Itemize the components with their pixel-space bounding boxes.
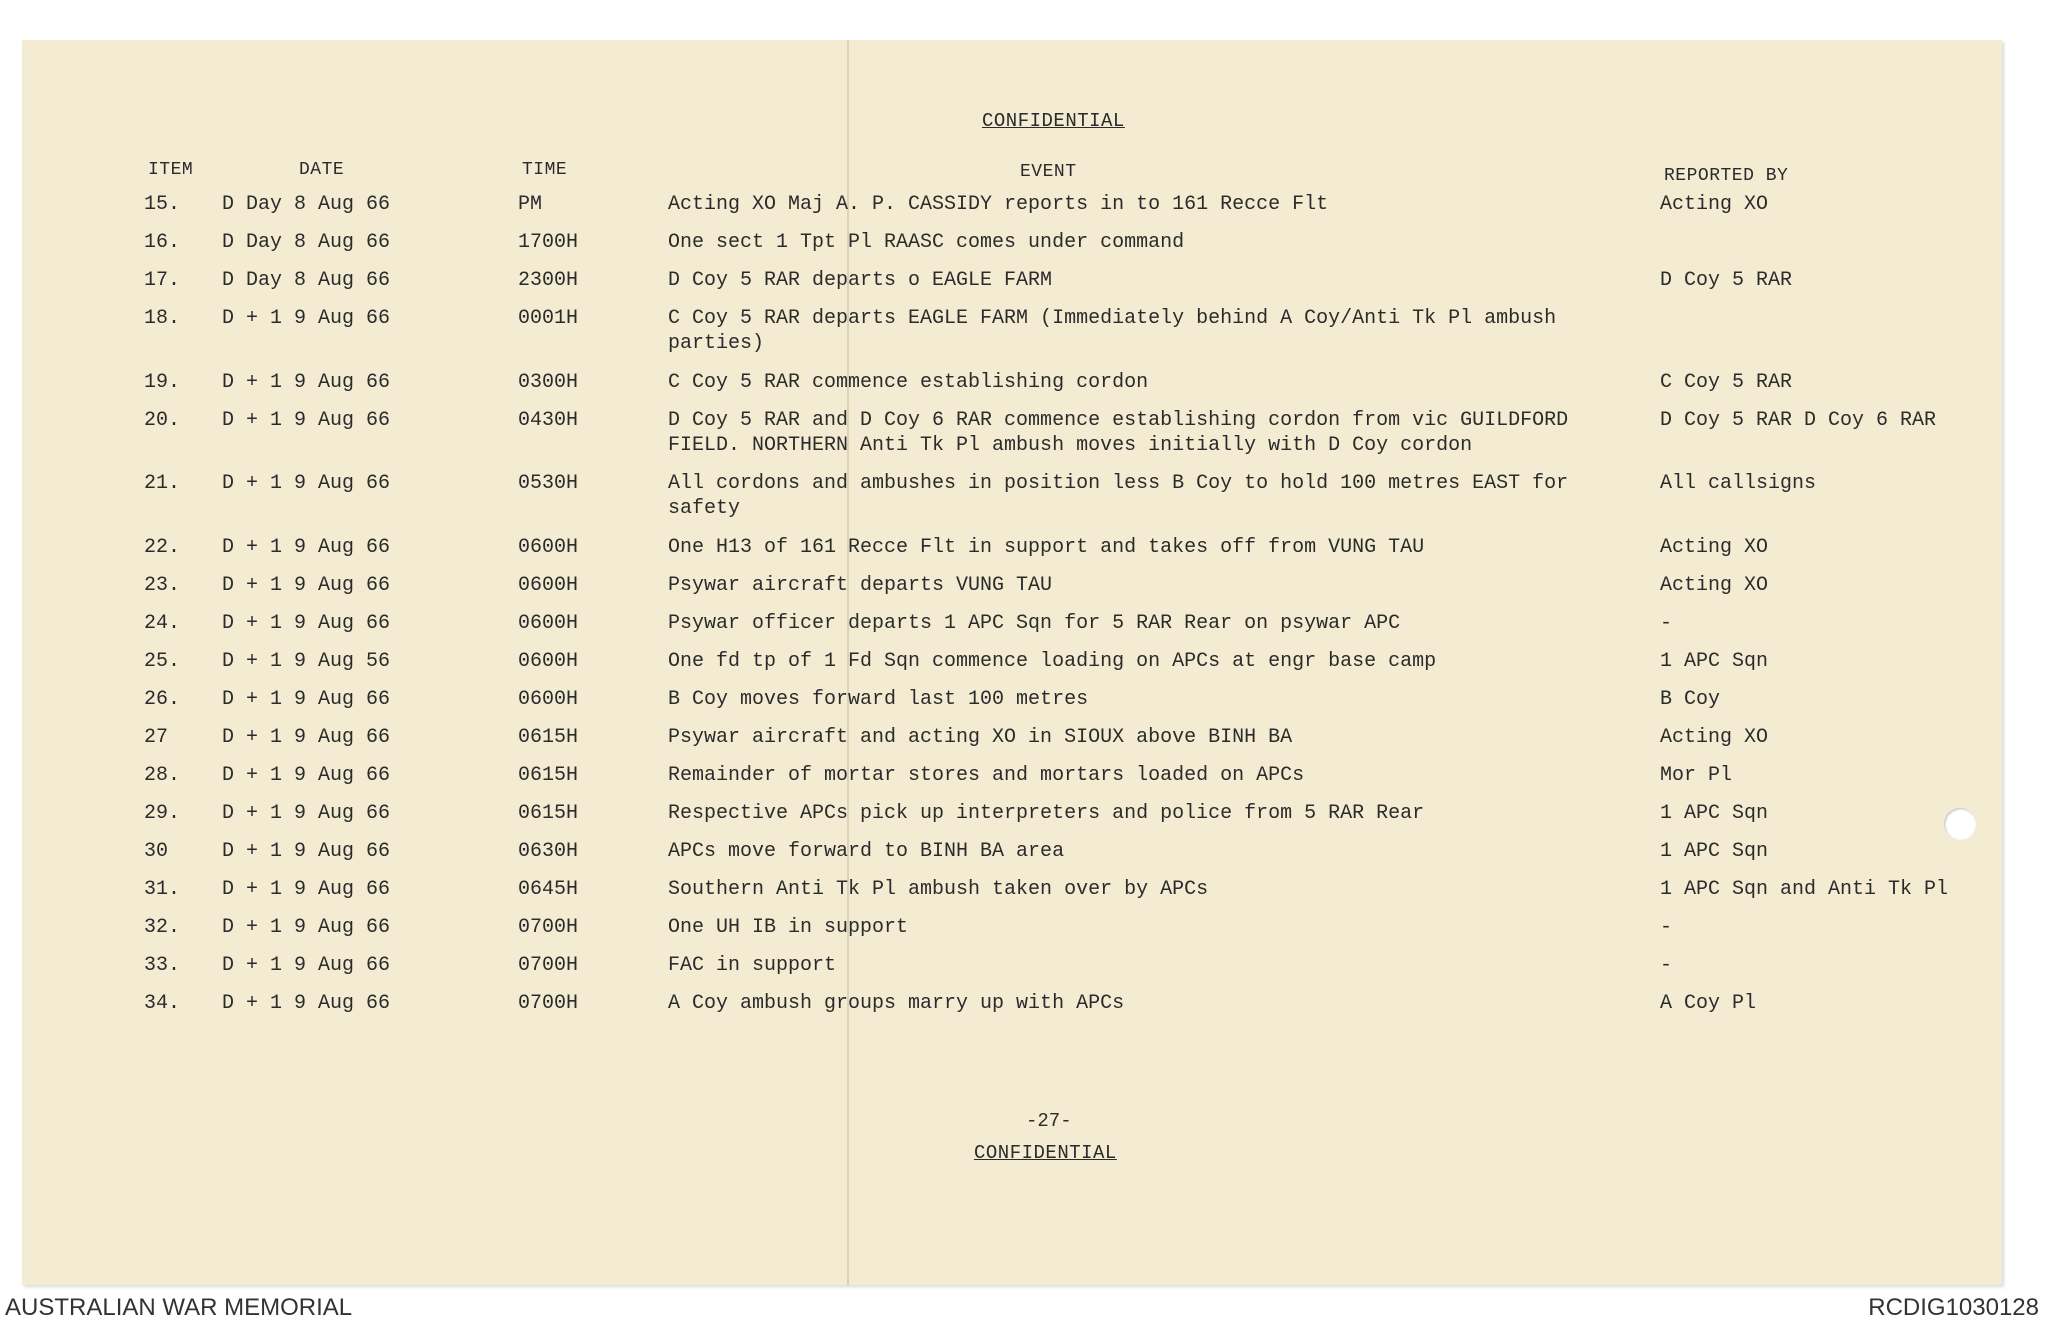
row-event: One UH IB in support	[668, 916, 909, 939]
table-row	[22, 471, 2002, 531]
row-reported-by: -	[1660, 954, 1673, 977]
table-row	[22, 991, 2002, 1051]
row-date: D + 1 9 Aug 66	[222, 409, 391, 432]
row-reported-by: D Coy 5 RAR	[1660, 269, 1793, 292]
row-reported-by: A Coy Pl	[1660, 992, 1757, 1015]
row-date: D + 1 9 Aug 66	[222, 954, 391, 977]
row-event: C Coy 5 RAR departs EAGLE FARM (Immediately behind A Coy/Anti Tk Pl ambush parties)	[668, 307, 1557, 355]
column-header-time: TIME	[522, 160, 568, 180]
row-date: D + 1 9 Aug 66	[222, 726, 391, 749]
row-date: D + 1 9 Aug 66	[222, 307, 391, 330]
row-reported-by: 1 APC Sqn	[1660, 802, 1769, 825]
row-reported-by: 1 APC Sqn	[1660, 650, 1769, 673]
row-event: D Coy 5 RAR departs o EAGLE FARM	[668, 269, 1053, 292]
row-reported-by: Acting XO	[1660, 536, 1769, 559]
row-date: D + 1 9 Aug 66	[222, 840, 391, 863]
table-row	[22, 306, 2002, 366]
row-time: 0600H	[518, 574, 579, 597]
row-event: Southern Anti Tk Pl ambush taken over by APCs	[668, 878, 1209, 901]
column-header-reported-by: REPORTED BY	[1664, 166, 1789, 186]
footer-archive-name: AUSTRALIAN WAR MEMORIAL	[5, 1294, 353, 1321]
row-event: One fd tp of 1 Fd Sqn commence loading on APCs at engr base camp	[668, 650, 1437, 673]
row-item: 17.	[144, 269, 181, 292]
document-page	[22, 40, 2002, 1285]
row-time: 0615H	[518, 726, 579, 749]
row-date: D + 1 9 Aug 56	[222, 650, 391, 673]
row-date: D Day 8 Aug 66	[222, 193, 391, 216]
row-time: 2300H	[518, 269, 579, 292]
row-reported-by: 1 APC Sqn	[1660, 840, 1769, 863]
row-reported-by: Mor Pl	[1660, 764, 1733, 787]
column-header-date: DATE	[299, 160, 345, 180]
row-time: 0645H	[518, 878, 579, 901]
row-item: 30	[144, 840, 169, 863]
row-item: 18.	[144, 307, 181, 330]
row-reported-by: -	[1660, 916, 1673, 939]
row-item: 24.	[144, 612, 181, 635]
row-item: 32.	[144, 916, 181, 939]
row-reported-by: C Coy 5 RAR	[1660, 371, 1793, 394]
row-event: All cordons and ambushes in position less B Coy to hold 100 metres EAST for safety	[668, 472, 1569, 520]
row-item: 23.	[144, 574, 181, 597]
row-time: 0600H	[518, 612, 579, 635]
row-item: 28.	[144, 764, 181, 787]
row-item: 33.	[144, 954, 181, 977]
row-date: D + 1 9 Aug 66	[222, 612, 391, 635]
row-time: PM	[518, 193, 543, 216]
row-event: FAC in support	[668, 954, 837, 977]
row-item: 31.	[144, 878, 181, 901]
row-time: 1700H	[518, 231, 579, 254]
row-date: D + 1 9 Aug 66	[222, 574, 391, 597]
row-time: 0700H	[518, 992, 579, 1015]
row-time: 0001H	[518, 307, 579, 330]
row-date: D + 1 9 Aug 66	[222, 688, 391, 711]
row-event: Respective APCs pick up interpreters and police from 5 RAR Rear	[668, 802, 1425, 825]
row-time: 0700H	[518, 954, 579, 977]
row-item: 19.	[144, 371, 181, 394]
row-date: D + 1 9 Aug 66	[222, 992, 391, 1015]
row-item: 20.	[144, 409, 181, 432]
row-reported-by: Acting XO	[1660, 574, 1769, 597]
row-event: C Coy 5 RAR commence establishing cordon	[668, 371, 1149, 394]
row-reported-by: Acting XO	[1660, 193, 1769, 216]
row-item: 22.	[144, 536, 181, 559]
row-date: D + 1 9 Aug 66	[222, 916, 391, 939]
row-reported-by: Acting XO	[1660, 726, 1769, 749]
row-item: 21.	[144, 472, 181, 495]
row-item: 29.	[144, 802, 181, 825]
row-reported-by: D Coy 5 RAR D Coy 6 RAR	[1660, 409, 1937, 432]
row-reported-by: -	[1660, 612, 1673, 635]
row-event: One H13 of 161 Recce Flt in support and takes off from VUNG TAU	[668, 536, 1425, 559]
row-event: B Coy moves forward last 100 metres	[668, 688, 1089, 711]
row-date: D + 1 9 Aug 66	[222, 764, 391, 787]
row-date: D + 1 9 Aug 66	[222, 878, 391, 901]
header-confidential: CONFIDENTIAL	[982, 110, 1125, 132]
row-item: 26.	[144, 688, 181, 711]
row-reported-by: 1 APC Sqn and Anti Tk Pl	[1660, 878, 1949, 901]
row-event: APCs move forward to BINH BA area	[668, 840, 1065, 863]
column-header-event: EVENT	[1020, 162, 1077, 182]
row-item: 34.	[144, 992, 181, 1015]
row-date: D + 1 9 Aug 66	[222, 536, 391, 559]
row-reported-by: B Coy	[1660, 688, 1721, 711]
row-time: 0430H	[518, 409, 579, 432]
row-time: 0300H	[518, 371, 579, 394]
row-event: D Coy 5 RAR and D Coy 6 RAR commence establishing cordon from vic GUILDFORD FIELD. NORTHERN Anti Tk Pl ambush moves initially with D Coy cordon	[668, 409, 1569, 457]
row-event: One sect 1 Tpt Pl RAASC comes under command	[668, 231, 1185, 254]
row-item: 27	[144, 726, 169, 749]
row-event: Psywar aircraft and acting XO in SIOUX above BINH BA	[668, 726, 1293, 749]
row-time: 0700H	[518, 916, 579, 939]
row-time: 0600H	[518, 688, 579, 711]
row-reported-by: All callsigns	[1660, 472, 1817, 495]
row-item: 16.	[144, 231, 181, 254]
footer-confidential: CONFIDENTIAL	[974, 1142, 1117, 1164]
footer-catalog-id: RCDIG1030128	[1868, 1294, 2039, 1321]
page-number: -27-	[1026, 1110, 1072, 1132]
row-event: Acting XO Maj A. P. CASSIDY reports in to 161 Recce Flt	[668, 193, 1329, 216]
row-date: D + 1 9 Aug 66	[222, 802, 391, 825]
row-date: D Day 8 Aug 66	[222, 269, 391, 292]
row-date: D Day 8 Aug 66	[222, 231, 391, 254]
row-event: Psywar officer departs 1 APC Sqn for 5 RAR Rear on psywar APC	[668, 612, 1401, 635]
table-row	[22, 408, 2002, 468]
row-event: Psywar aircraft departs VUNG TAU	[668, 574, 1053, 597]
row-time: 0530H	[518, 472, 579, 495]
row-event: A Coy ambush groups marry up with APCs	[668, 992, 1125, 1015]
row-item: 15.	[144, 193, 181, 216]
row-date: D + 1 9 Aug 66	[222, 472, 391, 495]
row-time: 0630H	[518, 840, 579, 863]
row-time: 0600H	[518, 650, 579, 673]
row-event: Remainder of mortar stores and mortars loaded on APCs	[668, 764, 1305, 787]
row-time: 0615H	[518, 764, 579, 787]
row-time: 0600H	[518, 536, 579, 559]
row-item: 25.	[144, 650, 181, 673]
row-date: D + 1 9 Aug 66	[222, 371, 391, 394]
column-header-item: ITEM	[148, 160, 194, 180]
row-time: 0615H	[518, 802, 579, 825]
